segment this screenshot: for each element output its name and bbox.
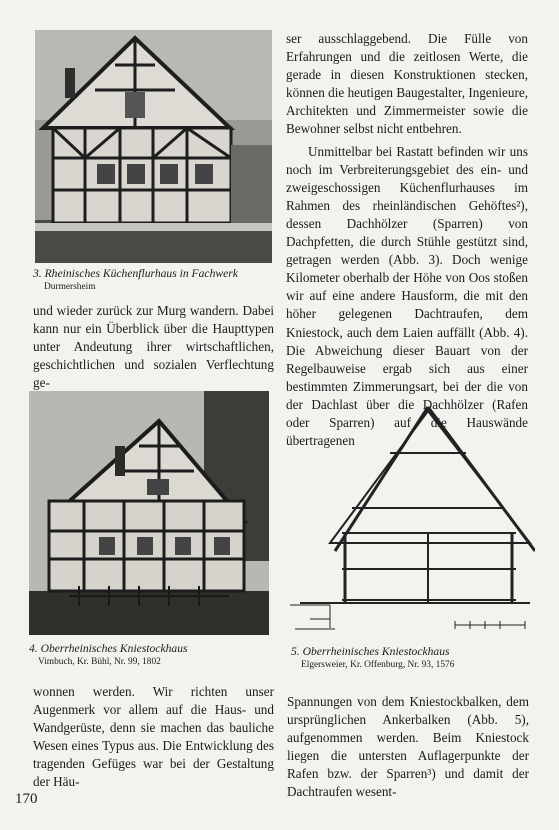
figure-3-image	[35, 30, 272, 263]
figure-4-caption-title: 4. Oberrheinisches Kniestockhaus	[29, 642, 188, 655]
right-top-paragraph-1: ser ausschlaggebend. Die Fülle von Erfahrungen und die zeitlosen Werte, die gerade in diesen Konstruktionen stecken, können die heutigen Baugestalter, Ingenieure, Architekten und Zimmermeister sowie die Bewohner selbst nicht entbehren.	[286, 31, 528, 137]
left-middle-paragraph	[33, 302, 274, 392]
right-top-paragraph-2: Unmittelbar bei Rastatt befinden wir uns noch im Verbreiterungsgebiet des ein- und zweigeschossigen Küchenflurhauses im Rahmen des rheinländischen Gehöftes²), dessen Dachhölzer (Sparren) von Dachpfetten, die durch Stühle gestützt sind, getragen werden (Abb. 3). Doch wenige Kilometer oberhalb der Höhe von Oos stoßen wir auf eine andere Hausform, die mit den höher gelegenen Dachtraufen, dem Kniestock, auch dem Laien auffällt (Abb. 4). Die Abweichung dieser Bauart von der Regelbauweise ergab sich aus einer bestimmten Zimmerungsart, bei der die von der Dachlast über die Dachhölzer (Rafen oder Sparren) auf die Hauswände übertragenen	[286, 143, 528, 449]
right-bottom-text: Spannungen von dem Kniestockbalken, dem ursprünglichen Ankerbalken (Abb. 5), aufgenommen werden. Beim Kniestock liegen die untersten Auflagerpunkte der Rafen bzw. der Sparren³) und damit der Dachtraufen wesent-	[287, 694, 529, 800]
figure-5-caption-title: 5. Oberrheinisches Kniestockhaus	[291, 645, 450, 658]
left-middle-text: und wieder zurück zur Murg wandern. Dabei kann nur ein Überblick über die Haupttypen unter Andeutung ihrer wirtschaftlichen, geschichtlichen und sozialen Verflechtung ge-	[33, 303, 274, 391]
figure-3-caption-place: Durmersheim	[44, 282, 96, 292]
right-bottom-paragraph	[287, 693, 529, 802]
figure-4-caption-place: Vimbuch, Kr. Bühl, Nr. 99, 1802	[38, 657, 161, 667]
figure-5-drawing	[290, 393, 535, 640]
figure-5-image	[290, 393, 535, 640]
figure-4-photo	[29, 391, 269, 635]
figure-5-caption-place: Elgersweier, Kr. Offenburg, Nr. 93, 1576	[301, 660, 455, 670]
figure-4-image	[29, 391, 269, 635]
page-number: 170	[15, 791, 38, 807]
right-top-text-block	[286, 30, 528, 450]
left-bottom-text: wonnen werden. Wir richten unser Augenmerk vor allem auf die Haus- und Wandgerüste, denn sie machen das bauliche Wesen eines Typus aus. Die Entwicklung des tragenden Gefüges war bei der Gestaltung der Häu-	[33, 684, 274, 790]
left-bottom-paragraph	[33, 683, 274, 792]
figure-3-photo	[35, 30, 272, 263]
figure-3-caption-title: 3. Rheinisches Küchenflurhaus in Fachwerk	[33, 267, 238, 280]
